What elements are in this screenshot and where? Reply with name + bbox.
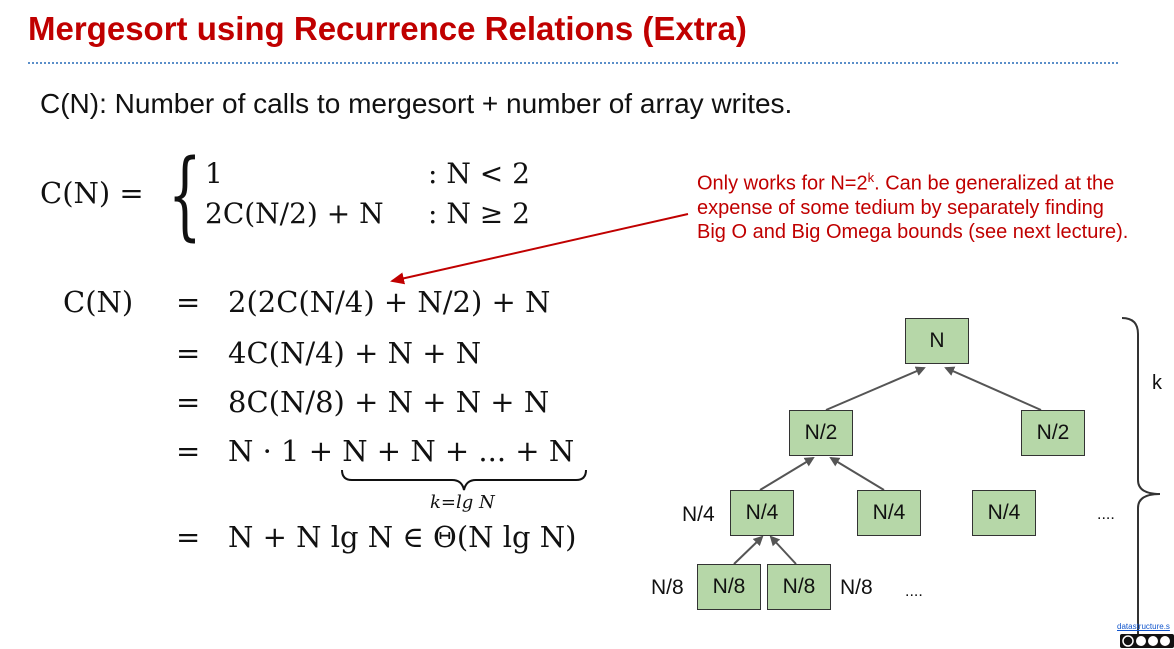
tree-node-level3: N/8: [767, 564, 831, 610]
note-superscript: k: [867, 170, 875, 185]
derivation-line: N + N lg N ∈ Θ(N lg N): [228, 520, 577, 554]
tree-node-root: N: [905, 318, 969, 364]
slide-subtitle: C(N): Number of calls to mergesort + number of array writes.: [40, 88, 793, 119]
tree-node-level2: N/4: [972, 490, 1036, 536]
tree-node-level1: N/2: [789, 410, 853, 456]
note-arrow: [392, 214, 688, 281]
tree-edge: [734, 537, 762, 564]
tree-edge: [826, 368, 924, 410]
level2-ellipsis: ....: [1097, 506, 1115, 523]
definition-case2-expr: 2C(N/2) + N: [205, 197, 384, 230]
tree-edge: [831, 458, 884, 490]
derivation-equals: =: [176, 285, 201, 319]
tree-node-level1: N/2: [1021, 410, 1085, 456]
derivation-lhs: C(N): [63, 285, 134, 319]
derivation-line: 8C(N/8) + N + N + N: [228, 385, 550, 419]
creative-commons-icon: [1120, 634, 1174, 648]
derivation-line: N · 1 + N + N + ... + N: [228, 434, 575, 468]
level3-label-right: N/8: [840, 576, 873, 599]
tree-edge: [760, 458, 813, 490]
underbrace: [342, 470, 586, 490]
derivation-line: 4C(N/4) + N + N: [228, 336, 482, 370]
tree-node-level2: N/4: [730, 490, 794, 536]
height-brace: [1122, 318, 1160, 640]
definition-case1-expr: 1: [205, 157, 223, 190]
definition-lhs: C(N) =: [40, 176, 144, 210]
tree-edge: [771, 537, 796, 564]
level3-label-left: N/8: [651, 576, 684, 599]
derivation-equals: =: [176, 434, 201, 468]
level3-ellipsis: ....: [905, 583, 923, 600]
definition-brace: {: [168, 139, 202, 251]
underbrace-label: k=lg N: [430, 492, 495, 513]
derivation-equals: =: [176, 336, 201, 370]
tree-height-label: k: [1152, 372, 1162, 394]
level2-label: N/4: [682, 503, 715, 526]
derivation-line: 2(2C(N/4) + N/2) + N: [228, 285, 551, 319]
tree-node-level2: N/4: [857, 490, 921, 536]
slide-title: Mergesort using Recurrence Relations (Extra): [28, 10, 747, 47]
note-text-before: Only works for N=2: [697, 172, 868, 195]
tree-edge: [946, 368, 1041, 410]
definition-case1-condition: : N < 2: [428, 157, 530, 190]
note-text-after: . Can be generalized at the expense of some tedium by separately finding Big O and Big Omega bounds (see next lecture).: [697, 172, 1129, 243]
datastructur-link[interactable]: datastructure.s: [1117, 622, 1170, 631]
derivation-equals: =: [176, 520, 201, 554]
definition-case2-condition: : N ≥ 2: [428, 197, 530, 230]
tree-node-level3: N/8: [697, 564, 761, 610]
derivation-equals: =: [176, 385, 201, 419]
